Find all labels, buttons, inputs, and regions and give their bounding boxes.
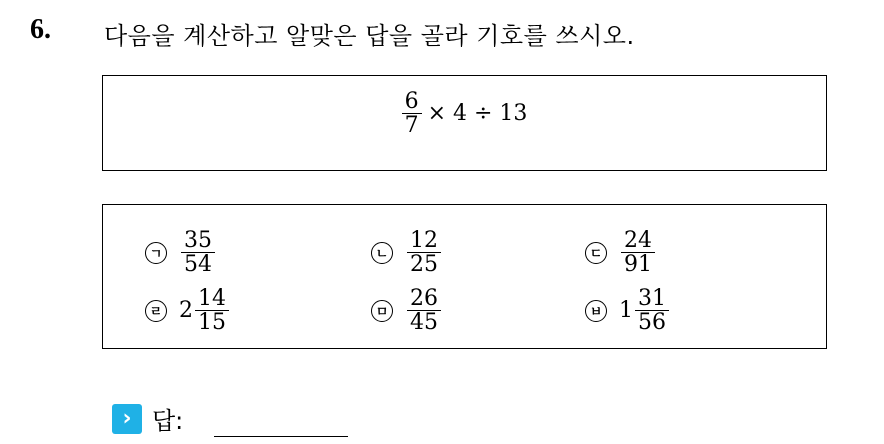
choice-fraction — [195, 287, 229, 334]
choice-whole: 1 — [619, 298, 633, 324]
choice-item[interactable] — [585, 287, 669, 334]
choice-marker: ㄴ — [371, 242, 393, 264]
choice-fraction — [635, 287, 669, 334]
choice-item[interactable] — [371, 229, 441, 276]
question-text: 다음을 계산하고 알맞은 답을 골라 기호를 쓰시오. — [104, 22, 635, 50]
choice-denominator: 56 — [635, 310, 669, 334]
choice-numerator: 14 — [198, 286, 226, 311]
choice-item[interactable] — [585, 229, 655, 276]
choice-fraction — [407, 287, 441, 334]
choice-denominator: 54 — [181, 252, 215, 276]
answer-label: 답: — [152, 407, 184, 435]
fraction-denominator: 7 — [402, 113, 422, 137]
expression-box — [102, 75, 827, 171]
expression-operators: × 4 ÷ 13 — [427, 101, 528, 127]
choice-marker: ㄱ — [145, 242, 167, 264]
choices-box — [102, 204, 827, 349]
fraction-numerator: 6 — [404, 89, 419, 114]
choice-numerator: 24 — [624, 228, 652, 253]
expression — [103, 90, 826, 137]
choice-fraction — [181, 229, 215, 276]
answer-row — [112, 401, 183, 436]
choice-marker: ㅁ — [371, 300, 393, 322]
expression-fraction — [402, 90, 422, 137]
choice-denominator: 45 — [407, 310, 441, 334]
choice-denominator: 25 — [407, 252, 441, 276]
choice-item[interactable] — [145, 229, 215, 276]
choice-denominator: 91 — [621, 252, 655, 276]
choice-fraction — [407, 229, 441, 276]
choice-marker: ㄷ — [585, 242, 607, 264]
choice-denominator: 15 — [195, 310, 229, 334]
choice-item[interactable] — [371, 287, 441, 334]
answer-blank[interactable] — [214, 436, 348, 437]
choice-fraction — [621, 229, 655, 276]
choice-numerator: 31 — [638, 286, 666, 311]
choice-numerator: 35 — [184, 228, 212, 253]
choice-marker: ㅂ — [585, 300, 607, 322]
choice-marker: ㄹ — [145, 300, 167, 322]
arrow-right-icon: › — [112, 404, 142, 434]
choice-whole: 2 — [179, 298, 193, 324]
choice-numerator: 12 — [410, 228, 438, 253]
choice-item[interactable] — [145, 287, 229, 334]
choice-numerator: 26 — [410, 286, 438, 311]
question-number: 6. — [30, 14, 51, 45]
